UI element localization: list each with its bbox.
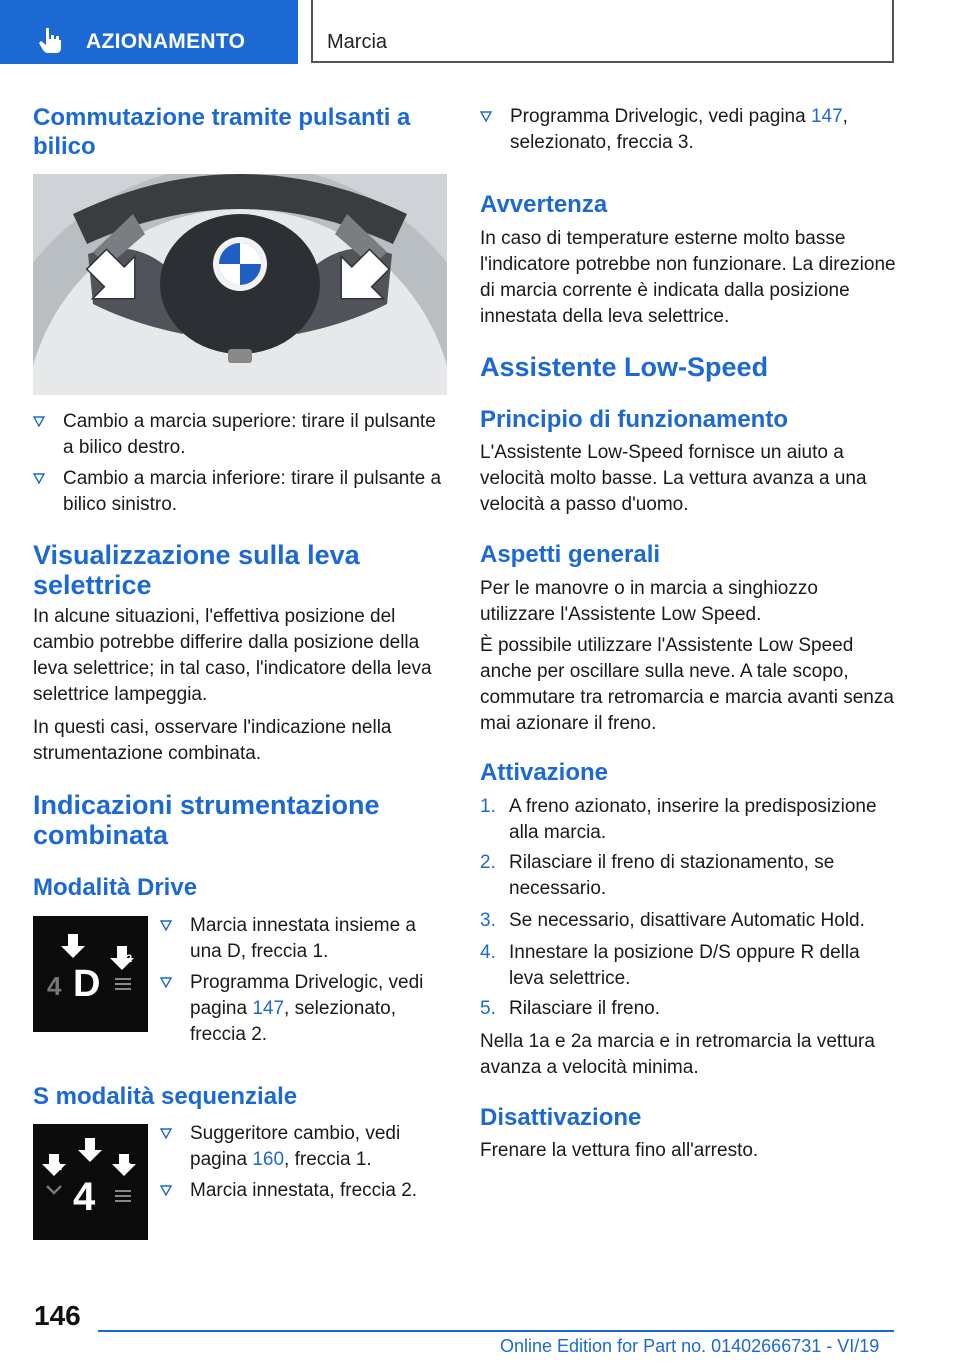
bullet-text: Marcia innestata, freccia 2.: [190, 1180, 418, 1201]
step-text: Innestare la posizione D/S oppure R della leva selettrice.: [509, 942, 860, 989]
step-text: A freno azionato, inserire la predisposizione alla marcia.: [509, 796, 877, 843]
page-link-147[interactable]: 147: [810, 106, 843, 127]
step-text: Rilasciare il freno di stazionamento, se necessario.: [509, 852, 835, 899]
drive-letter: D: [73, 963, 101, 1005]
paragraph: L'Assistente Low-Speed fornisce un aiuto a velocità molto basse. La vettura avanza a una velocità a passo d'uomo.: [480, 442, 867, 515]
list-item: [33, 466, 447, 518]
triangle-bullet-icon: [33, 472, 45, 484]
steering-wheel-image: [33, 174, 447, 395]
bullet-text: Programma Drivelogic, vedi pagina 147, selezionato, freccia 2.: [190, 972, 424, 1045]
paragraph: Nella 1a e 2a marcia e in retromarcia la vettura avanza a velocità minima.: [480, 1031, 875, 1078]
heading-visualizzazione: Visualizzazione sulla leva selettrice: [33, 540, 360, 600]
heading-avvertenza: Avvertenza: [480, 191, 608, 218]
heading-commutazione: Commutazione tramite pulsanti a bilico: [33, 104, 411, 160]
arrow-label-2: 2: [126, 953, 133, 965]
footer-divider: [98, 1330, 894, 1332]
page-header: [0, 0, 896, 64]
sequential-mode-display: [33, 1124, 148, 1240]
section-tab: [0, 0, 298, 64]
sequential-display-graphic: [33, 1124, 148, 1240]
triangle-bullet-icon: [160, 1127, 172, 1139]
step-text: Rilasciare il freno.: [509, 998, 660, 1019]
step-text: Se necessario, disattivare Automatic Hold.: [509, 910, 865, 931]
list-item: [33, 409, 447, 461]
chapter-label: Marcia: [327, 31, 388, 53]
triangle-bullet-icon: [33, 415, 45, 427]
paragraph: In alcune situazioni, l'effettiva posizione del cambio potrebbe differire dalla posizione della leva selettrice; in tal caso, l'indicatore della leva selettrice lampeggia.: [33, 606, 432, 705]
triangle-bullet-icon: [160, 976, 172, 988]
bullet-text: Programma Drivelogic, vedi pagina 147, selezionato, freccia 3.: [510, 106, 848, 153]
gear-digit: 4: [73, 1175, 96, 1219]
hand-pointer-icon: [38, 26, 64, 54]
edition-note: Online Edition for Part no. 01402666731 - VI/19: [500, 1336, 880, 1356]
bullet-text: Cambio a marcia inferiore: tirare il pulsante a bilico sinistro.: [63, 468, 442, 515]
paragraph: Per le manovre o in marcia a singhiozzo utilizzare l'Assistente Low Speed.: [480, 578, 818, 625]
arrow-label-1: 1: [56, 1161, 63, 1173]
drive-display-graphic: [33, 916, 148, 1032]
triangle-bullet-icon: [160, 1184, 172, 1196]
step-number: 3.: [480, 910, 496, 931]
heading-aspetti: Aspetti generali: [480, 541, 661, 568]
drive-mode-display: [33, 916, 148, 1032]
chapter-box: [311, 0, 894, 63]
step-number: 1.: [480, 796, 496, 817]
triangle-bullet-icon: [480, 110, 492, 122]
arrow-label-3: 3: [125, 1161, 132, 1173]
step-number: 5.: [480, 998, 496, 1019]
step-number: 4.: [480, 942, 496, 963]
bullet-text: Suggeritore cambio, vedi pagina 160, freccia 1.: [190, 1123, 401, 1170]
paragraph: In caso di temperature esterne molto basse l'indicatore potrebbe non funzionare. La direzione di marcia corrente è indicata dalla posizione innestata della leva selettrice.: [480, 228, 896, 327]
heading-attivazione: Attivazione: [480, 759, 609, 786]
heading-disattivazione: Disattivazione: [480, 1104, 642, 1131]
triangle-bullet-icon: [160, 919, 172, 931]
page-number: 146: [34, 1300, 81, 1331]
step-number: 2.: [480, 852, 496, 873]
paragraph: Frenare la vettura fino all'arresto.: [480, 1140, 759, 1161]
page-link-147[interactable]: 147: [252, 998, 285, 1019]
arrow-label-2: 2: [87, 1149, 94, 1161]
gear-digit: 4: [47, 971, 62, 1001]
page-link-160[interactable]: 160: [252, 1149, 285, 1170]
section-tab-label: AZIONAMENTO: [86, 30, 246, 53]
paragraph: In questi casi, osservare l'indicazione nella strumentazione combinata.: [33, 717, 392, 764]
paragraph: È possibile utilizzare l'Assistente Low Speed anche per oscillare sulla neve. A tale scopo, commutare tra retromarcia e marcia avanti senza mai azionare il freno.: [480, 635, 894, 734]
bullet-text: Cambio a marcia superiore: tirare il pulsante a bilico destro.: [63, 411, 436, 458]
heading-drive: Modalità Drive: [33, 874, 198, 901]
heading-indicazioni: Indicazioni strumentazione combinata: [33, 790, 380, 850]
heading-sequenziale: S modalità sequenziale: [33, 1083, 298, 1110]
heading-principio: Principio di funzionamento: [480, 406, 788, 433]
steering-wheel-illustration: [33, 174, 447, 395]
heading-assistente: Assistente Low-Speed: [480, 352, 769, 382]
bullet-text: Marcia innestata insieme a una D, freccia 1.: [190, 915, 416, 962]
